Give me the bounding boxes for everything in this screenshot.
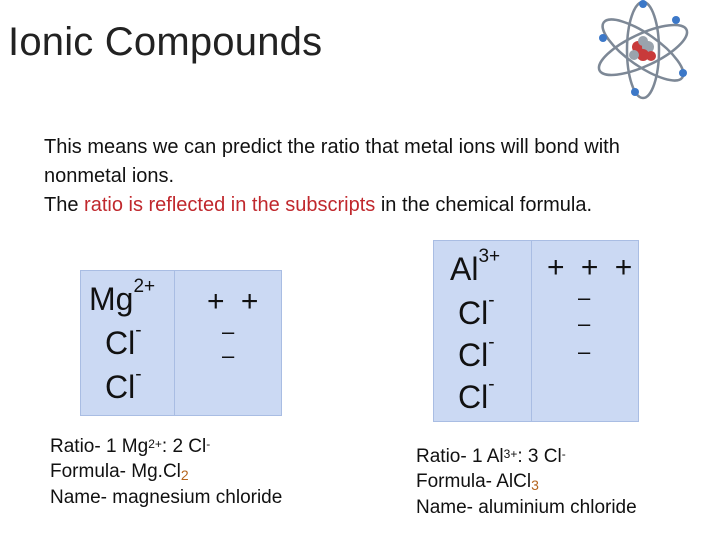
ratio-line: Ratio- 1 $Mg^{2+}$: 2 Cl- bbox=[50, 436, 211, 457]
para-highlight: ratio is reflected in the subscripts bbox=[84, 194, 376, 216]
mgcl2-ion-box bbox=[80, 270, 282, 416]
explanation-paragraph bbox=[44, 133, 644, 220]
minus-charge-3: – bbox=[578, 339, 591, 364]
minus-charge-2: – bbox=[222, 343, 235, 368]
alcl3-info bbox=[416, 444, 637, 520]
box-divider bbox=[531, 241, 532, 421]
slide-title: Ionic Compounds bbox=[8, 20, 323, 64]
box-divider bbox=[174, 271, 175, 415]
formula-line: Formula- $Mg.Cl_2$ bbox=[50, 461, 189, 483]
anion-cl-1: Cl- bbox=[458, 290, 495, 331]
cation-mg: $Mg^{2+}$ bbox=[89, 276, 156, 317]
atom-icon bbox=[588, 0, 698, 100]
plus-charges: + + bbox=[207, 285, 263, 318]
anion-cl-1: Cl- bbox=[105, 320, 142, 361]
anion-cl-2: Cl- bbox=[105, 364, 142, 405]
alcl3-ion-box bbox=[433, 240, 639, 422]
formula-line: Formula- AlCl$_3$ bbox=[416, 471, 539, 493]
plus-charges: + + + bbox=[547, 251, 637, 284]
minus-charge-1: – bbox=[222, 319, 235, 344]
para-line-2-pre: The bbox=[44, 194, 85, 216]
mgcl2-info bbox=[50, 434, 282, 510]
ratio-line: Ratio- 1 $Al^{3+}$: 3 Cl- bbox=[416, 446, 566, 467]
para-line-1: This means we can predict the ratio that metal ions will bond with nonmetal ions. bbox=[44, 136, 620, 187]
name-line: Name- aluminium chloride bbox=[416, 497, 637, 518]
anion-cl-3: Cl- bbox=[458, 374, 495, 415]
cation-al: $Al^{3+}$ bbox=[450, 246, 501, 287]
name-line: Name- magnesium chloride bbox=[50, 487, 283, 508]
para-line-2-post: in the chemical formula. bbox=[375, 194, 593, 216]
minus-charge-1: – bbox=[578, 285, 591, 310]
minus-charge-2: – bbox=[578, 311, 591, 336]
anion-cl-2: Cl- bbox=[458, 332, 495, 373]
